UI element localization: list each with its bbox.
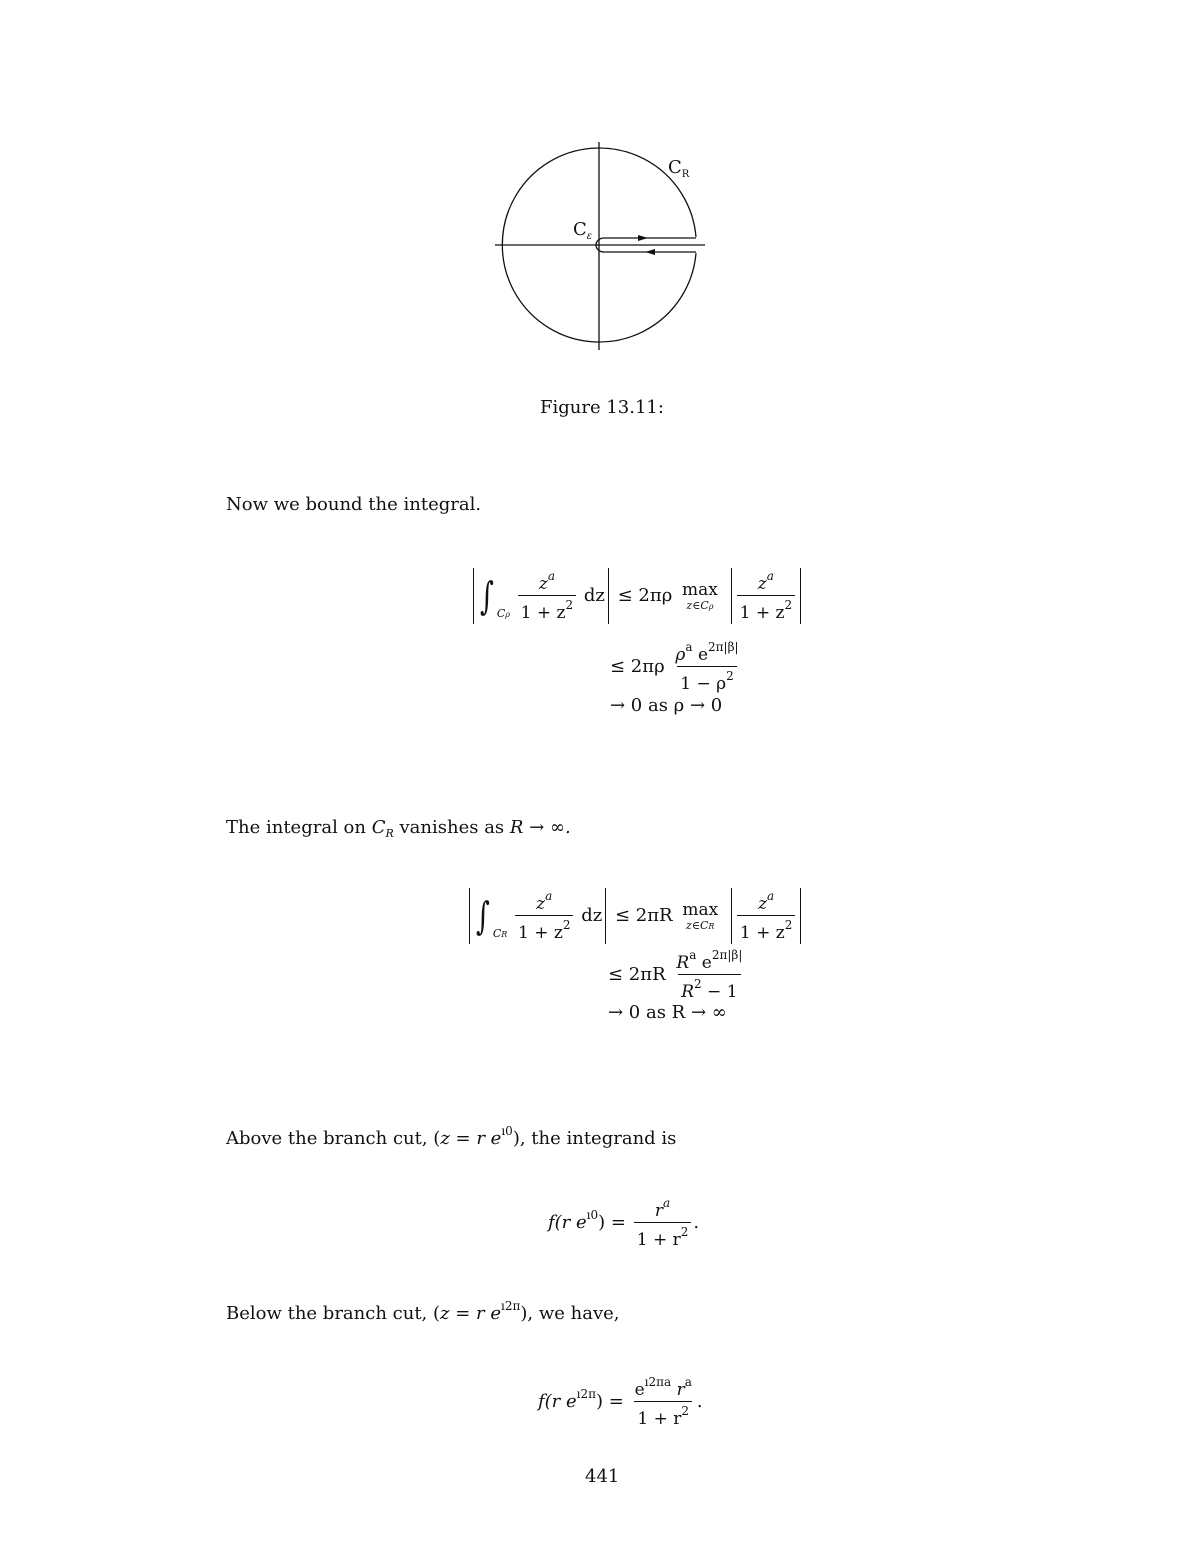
fraction: $\frac{R^a e^{2\pi|\beta|}}{R^2 - 1}$ (676, 948, 743, 1002)
equation-2-line-1: ∫ $_{CR}$ $\frac{z^a}{1 + z^2}$ dz ≤ 2πR max z∈CR $\frac{z^a}{1 + z^2}$ (466, 888, 804, 944)
integral-sign: ∫ (479, 574, 494, 618)
equation-4: f(r $e^{ı2\pi}$) = $\frac{e^{ı2\pi a} r^a}{1 + r^2}$ . (538, 1375, 703, 1429)
equation-1-line-2: ≤ 2πρ $\frac{\rho^a e^{2\pi|\beta|}}{1 - \rho^2}$ (610, 640, 744, 694)
arrow-lower (645, 249, 655, 255)
max-operator: max z∈Cρ (682, 579, 718, 612)
fraction: $\frac{e^{ı2\pi a} r^a}{1 + r^2}$ (634, 1375, 692, 1429)
paragraph-bound-integral: Now we bound the integral. (226, 494, 482, 515)
abs-bar (469, 888, 470, 944)
fraction: $\frac{z^a}{1 + z^2}$ (737, 889, 795, 943)
abs-bar (605, 888, 606, 944)
label-Ceps: $C_\varepsilon$ (573, 219, 593, 242)
equation-1-line-3: → 0 as ρ → 0 (610, 695, 723, 716)
fraction: $\frac{z^a}{1 + z^2}$ (518, 569, 576, 623)
abs-bar (608, 568, 609, 624)
equation-2-line-3: → 0 as R → ∞ (608, 1002, 727, 1023)
paragraph-below-cut: Below the branch cut, (z = r $e^{ı2\pi}$), we have, (226, 1299, 620, 1324)
equation-1-line-1: ∫ $_{C\rho}$ $\frac{z^a}{1 + z^2}$ dz ≤ 2πρ max z∈Cρ $\frac{z^a}{1 + z^2}$ (470, 568, 804, 624)
abs-bar (800, 888, 801, 944)
equation-2-line-2: ≤ 2πR $\frac{R^a e^{2\pi|\beta|}}{R^2 - 1}$ (608, 948, 747, 1002)
equation-3: f(r $e^{ı0}$) = $\frac{r^a}{1 + r^2}$ . (548, 1196, 700, 1250)
fraction: $\frac{r^a}{1 + r^2}$ (634, 1196, 692, 1250)
label-CR: $C_R$ (668, 157, 690, 180)
fraction: $\frac{\rho^a e^{2\pi|\beta|}}{1 - \rho^2}$ (675, 640, 739, 694)
paragraph-CR-vanishes: The integral on $C_R$ vanishes as R → ∞. (226, 817, 571, 840)
paragraph-above-cut: Above the branch cut, (z = r $e^{ı0}$), the integrand is (226, 1124, 677, 1149)
max-operator: max z∈CR (682, 899, 719, 932)
abs-bar (473, 568, 474, 624)
arrow-upper (638, 235, 648, 241)
fraction: $\frac{z^a}{1 + z^2}$ (737, 569, 795, 623)
abs-bar (800, 568, 801, 624)
abs-bar (731, 568, 732, 624)
figure-caption: Figure 13.11: (540, 397, 664, 418)
abs-bar (731, 888, 732, 944)
integral-sign: ∫ (475, 894, 490, 938)
fraction: $\frac{z^a}{1 + z^2}$ (515, 889, 573, 943)
page-number: 441 (585, 1466, 620, 1487)
